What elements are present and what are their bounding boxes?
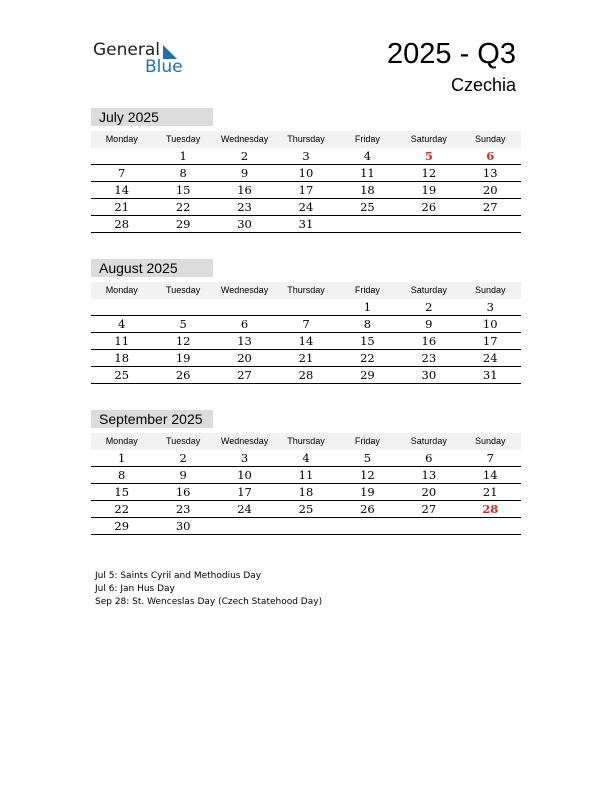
weekday-header: Saturday bbox=[410, 285, 447, 295]
day-cell: 4 bbox=[118, 317, 126, 331]
day-cell: 21 bbox=[114, 200, 130, 214]
day-cell: 2 bbox=[179, 451, 187, 465]
day-cell bbox=[275, 518, 336, 534]
day-cell: 9 bbox=[240, 166, 249, 180]
day-cell: 21 bbox=[298, 351, 314, 365]
day-cell: 26 bbox=[360, 502, 375, 516]
day-cell: 6 bbox=[425, 451, 433, 465]
day-cell: 15 bbox=[114, 485, 130, 499]
day-cell: 27 bbox=[482, 200, 498, 214]
day-cell: 31 bbox=[298, 217, 314, 231]
day-cell: 22 bbox=[114, 502, 130, 516]
day-cell bbox=[337, 518, 398, 534]
day-cell: 31 bbox=[482, 368, 498, 382]
day-cell: 23 bbox=[421, 351, 437, 365]
day-cell: 27 bbox=[421, 502, 437, 516]
day-cell: 10 bbox=[482, 317, 498, 331]
week-row bbox=[91, 518, 521, 535]
day-cell: 7 bbox=[302, 317, 310, 331]
day-cell: 12 bbox=[360, 468, 375, 482]
weekday-header: Saturday bbox=[410, 134, 447, 144]
day-cell: 9 bbox=[179, 468, 187, 482]
day-cell: 26 bbox=[421, 200, 437, 214]
week-row bbox=[91, 350, 521, 367]
day-cell: 3 bbox=[302, 149, 310, 163]
day-cell bbox=[460, 518, 521, 534]
day-cell: 1 bbox=[179, 149, 187, 163]
day-cell: 2 bbox=[240, 149, 249, 163]
day-cell: 16 bbox=[237, 183, 252, 197]
day-cell: 22 bbox=[175, 200, 191, 214]
day-cell: 29 bbox=[175, 217, 191, 231]
day-cell: 24 bbox=[482, 351, 498, 365]
holiday-notes bbox=[95, 570, 322, 609]
weekday-header: Friday bbox=[354, 285, 380, 295]
day-cell: 3 bbox=[240, 451, 249, 465]
holiday-day-cell: 6 bbox=[486, 149, 495, 163]
logo-text-general: General bbox=[93, 40, 160, 60]
day-cell: 6 bbox=[240, 317, 249, 331]
day-cell: 22 bbox=[360, 351, 375, 365]
day-cell bbox=[152, 299, 213, 315]
week-row bbox=[91, 316, 521, 333]
day-cell bbox=[214, 518, 275, 534]
weekday-header-row bbox=[91, 433, 521, 450]
holiday-day-cell: 5 bbox=[424, 149, 433, 163]
day-cell: 14 bbox=[482, 468, 498, 482]
day-cell: 1 bbox=[118, 451, 126, 465]
day-cell bbox=[460, 216, 521, 232]
weekday-header: Sunday bbox=[474, 436, 506, 446]
week-row bbox=[91, 299, 521, 316]
holiday-day-cell: 28 bbox=[482, 502, 499, 516]
day-cell: 18 bbox=[360, 183, 375, 197]
day-cell: 5 bbox=[179, 317, 187, 331]
day-cell: 23 bbox=[175, 502, 191, 516]
logo-text-blue: Blue bbox=[145, 57, 183, 77]
weekday-header: Monday bbox=[105, 436, 138, 446]
day-cell: 19 bbox=[421, 183, 437, 197]
day-cell: 13 bbox=[421, 468, 437, 482]
day-cell: 19 bbox=[360, 485, 375, 499]
weekday-header: Thursday bbox=[287, 436, 325, 446]
day-cell bbox=[91, 148, 152, 164]
day-cell: 23 bbox=[237, 200, 252, 214]
weekday-header: Thursday bbox=[287, 285, 325, 295]
day-cell bbox=[275, 299, 336, 315]
day-cell: 11 bbox=[298, 468, 314, 482]
day-cell: 4 bbox=[363, 149, 372, 163]
day-cell: 24 bbox=[298, 200, 314, 214]
day-cell: 14 bbox=[298, 334, 314, 348]
weekday-header: Thursday bbox=[287, 134, 325, 144]
weekday-header-row bbox=[91, 282, 521, 299]
day-cell: 9 bbox=[425, 317, 433, 331]
weekday-header-row bbox=[91, 131, 521, 148]
week-row bbox=[91, 333, 521, 350]
day-cell: 20 bbox=[421, 485, 437, 499]
week-row bbox=[91, 367, 521, 384]
day-cell: 3 bbox=[486, 300, 494, 314]
day-cell: 10 bbox=[237, 468, 252, 482]
weekday-header: Sunday bbox=[474, 134, 506, 144]
day-cell: 28 bbox=[298, 368, 314, 382]
day-cell: 29 bbox=[114, 519, 130, 533]
holiday-note: Sep 28: St. Wenceslas Day (Czech Statehood Day) bbox=[95, 597, 323, 607]
day-cell: 11 bbox=[360, 166, 375, 180]
day-cell: 17 bbox=[298, 183, 314, 197]
month-title: August 2025 bbox=[91, 259, 213, 277]
day-cell: 26 bbox=[175, 368, 191, 382]
day-cell: 24 bbox=[237, 502, 252, 516]
day-cell: 11 bbox=[114, 334, 130, 348]
week-row bbox=[91, 148, 521, 165]
day-cell: 20 bbox=[237, 351, 252, 365]
day-cell: 4 bbox=[302, 451, 310, 465]
week-row bbox=[91, 450, 521, 467]
weekday-header: Tuesday bbox=[166, 285, 201, 295]
holiday-note: Jul 6: Jan Hus Day bbox=[95, 584, 175, 594]
week-row bbox=[91, 182, 521, 199]
day-cell: 19 bbox=[175, 351, 191, 365]
week-row bbox=[91, 467, 521, 484]
weekday-header: Monday bbox=[105, 285, 138, 295]
day-cell: 15 bbox=[360, 334, 375, 348]
month-calendar bbox=[91, 410, 521, 535]
day-cell: 28 bbox=[114, 217, 130, 231]
day-cell bbox=[337, 216, 398, 232]
day-cell: 25 bbox=[298, 502, 314, 516]
day-cell: 25 bbox=[114, 368, 130, 382]
day-cell: 29 bbox=[360, 368, 375, 382]
country-name: Czechia bbox=[450, 75, 516, 95]
page-title: 2025 - Q3 bbox=[387, 38, 516, 70]
day-cell: 5 bbox=[363, 451, 372, 465]
logo bbox=[93, 40, 193, 80]
day-cell: 13 bbox=[482, 166, 498, 180]
day-cell: 7 bbox=[118, 166, 126, 180]
day-cell: 10 bbox=[298, 166, 314, 180]
day-cell: 8 bbox=[179, 166, 187, 180]
day-cell: 2 bbox=[425, 300, 433, 314]
day-cell: 16 bbox=[421, 334, 437, 348]
month-calendar bbox=[91, 108, 521, 233]
day-cell: 1 bbox=[363, 300, 372, 314]
week-row bbox=[91, 199, 521, 216]
weekday-header: Monday bbox=[105, 134, 138, 144]
day-cell: 15 bbox=[175, 183, 191, 197]
week-row bbox=[91, 216, 521, 233]
day-cell: 16 bbox=[175, 485, 191, 499]
weekday-header: Tuesday bbox=[166, 134, 201, 144]
day-cell: 27 bbox=[237, 368, 252, 382]
weekday-header: Friday bbox=[354, 436, 380, 446]
weekday-header: Wednesday bbox=[220, 134, 269, 144]
day-cell: 30 bbox=[175, 519, 191, 533]
day-cell: 30 bbox=[421, 368, 437, 382]
weekday-header: Wednesday bbox=[220, 436, 269, 446]
day-cell bbox=[214, 299, 275, 315]
weekday-header: Sunday bbox=[474, 285, 506, 295]
week-row bbox=[91, 165, 521, 182]
month-calendar bbox=[91, 259, 521, 384]
day-cell bbox=[398, 216, 459, 232]
week-row bbox=[91, 484, 521, 501]
month-title: July 2025 bbox=[91, 108, 213, 126]
weekday-header: Friday bbox=[354, 134, 380, 144]
day-cell: 17 bbox=[482, 334, 498, 348]
day-cell: 12 bbox=[421, 166, 437, 180]
day-cell: 7 bbox=[486, 451, 494, 465]
day-cell: 30 bbox=[237, 217, 252, 231]
day-cell: 13 bbox=[237, 334, 252, 348]
month-title: September 2025 bbox=[91, 410, 213, 428]
weekday-header: Saturday bbox=[410, 436, 447, 446]
weekday-header: Tuesday bbox=[166, 436, 201, 446]
day-cell bbox=[398, 518, 459, 534]
day-cell: 8 bbox=[118, 468, 126, 482]
day-cell: 17 bbox=[237, 485, 252, 499]
day-cell: 21 bbox=[482, 485, 498, 499]
holiday-note: Jul 5: Saints Cyril and Methodius Day bbox=[95, 571, 262, 581]
day-cell: 8 bbox=[363, 317, 372, 331]
day-cell: 25 bbox=[360, 200, 375, 214]
day-cell: 14 bbox=[114, 183, 130, 197]
day-cell: 20 bbox=[482, 183, 498, 197]
weekday-header: Wednesday bbox=[220, 285, 269, 295]
day-cell: 18 bbox=[114, 351, 130, 365]
day-cell: 18 bbox=[298, 485, 314, 499]
day-cell bbox=[91, 299, 152, 315]
day-cell: 12 bbox=[175, 334, 191, 348]
week-row bbox=[91, 501, 521, 518]
